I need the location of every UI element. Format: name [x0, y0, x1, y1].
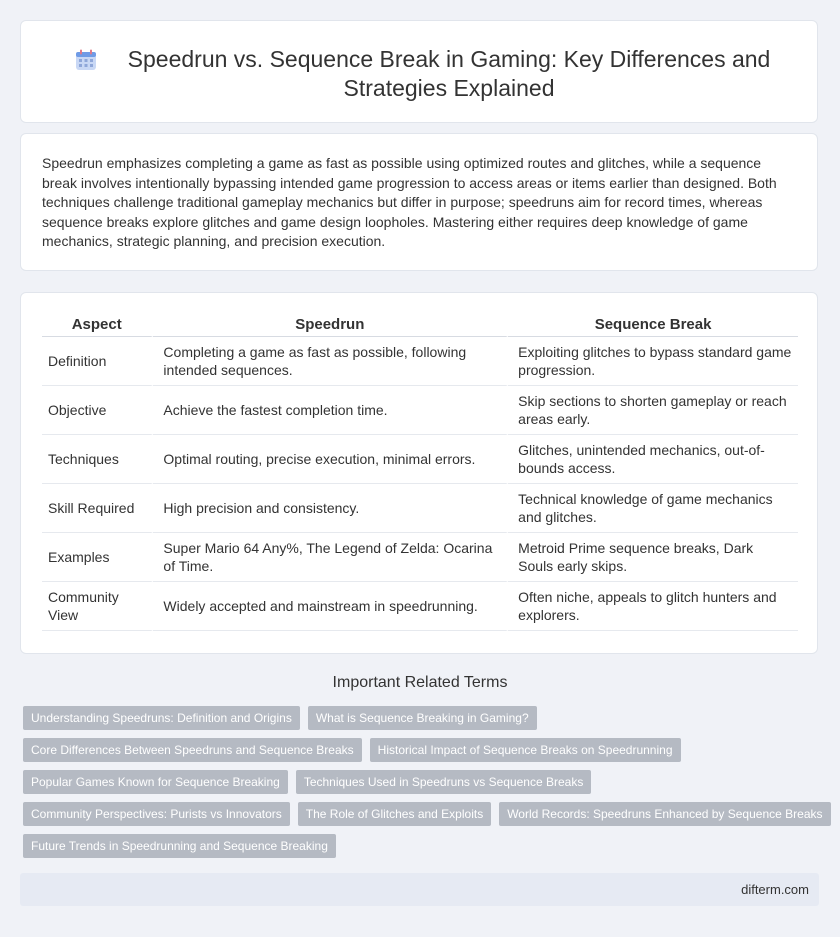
table-row — [42, 337, 798, 386]
related-term-link[interactable]: Core Differences Between Speedruns and Sequence Breaks — [23, 738, 362, 762]
aspect-cell: Community View — [42, 582, 153, 631]
calendar-grid-icon — [75, 49, 97, 71]
speedrun-cell: High precision and consistency. — [153, 484, 508, 533]
related-terms-title: Important Related Terms — [332, 674, 508, 691]
sequence-break-cell: Often niche, appeals to glitch hunters and explorers. — [508, 582, 798, 631]
related-term-link[interactable]: Community Perspectives: Purists vs Innovators — [23, 802, 290, 826]
table-row — [42, 582, 798, 631]
related-term-link[interactable]: The Role of Glitches and Exploits — [298, 802, 491, 826]
speedrun-cell: Optimal routing, precise execution, minimal errors. — [153, 435, 508, 484]
footer — [20, 873, 819, 906]
table-header-row — [42, 313, 798, 337]
comparison-table — [42, 313, 798, 631]
table-row — [42, 533, 798, 582]
footer-site-link[interactable]: difterm.com — [741, 882, 809, 897]
speedrun-cell: Completing a game as fast as possible, following intended sequences. — [153, 337, 508, 386]
aspect-cell: Techniques — [42, 435, 153, 484]
speedrun-cell: Widely accepted and mainstream in speedrunning. — [153, 582, 508, 631]
sequence-break-cell: Exploiting glitches to bypass standard game progression. — [508, 337, 798, 386]
title-card — [20, 20, 818, 123]
related-term-link[interactable]: Future Trends in Speedrunning and Sequence Breaking — [23, 834, 336, 858]
related-term-link[interactable]: World Records: Speedruns Enhanced by Sequence Breaks — [499, 802, 830, 826]
sequence-break-cell: Metroid Prime sequence breaks, Dark Souls early skips. — [508, 533, 798, 582]
intro-card — [20, 133, 818, 271]
table-row — [42, 435, 798, 484]
related-term-link[interactable]: Popular Games Known for Sequence Breaking — [23, 770, 288, 794]
related-term-link[interactable]: Techniques Used in Speedruns vs Sequence Breaks — [296, 770, 592, 794]
related-term-link[interactable]: What is Sequence Breaking in Gaming? — [308, 706, 537, 730]
aspect-cell: Examples — [42, 533, 153, 582]
aspect-cell: Skill Required — [42, 484, 153, 533]
speedrun-cell: Super Mario 64 Any%, The Legend of Zelda: Ocarina of Time. — [153, 533, 508, 582]
related-term-link[interactable]: Understanding Speedruns: Definition and Origins — [23, 706, 300, 730]
intro-paragraph: Speedrun emphasizes completing a game as fast as possible using optimized routes and glitches, while a sequence break involves intentionally bypassing intended game progression to access areas or items earlier than designed. Both techniques challenge traditional gameplay mechanics but differ in purpose; speedruns aim for record times, whereas sequence breaks explore glitches and game design loopholes. Mastering either requires deep knowledge of game mechanics, strategic planning, and precision execution. — [42, 155, 777, 249]
table-row — [42, 484, 798, 533]
header-aspect: Aspect — [42, 313, 153, 337]
related-terms-list — [23, 706, 823, 866]
table-row — [42, 386, 798, 435]
related-term-link[interactable]: Historical Impact of Sequence Breaks on Speedrunning — [370, 738, 681, 762]
sequence-break-cell: Skip sections to shorten gameplay or reach areas early. — [508, 386, 798, 435]
sequence-break-cell: Technical knowledge of game mechanics and glitches. — [508, 484, 798, 533]
header-speedrun: Speedrun — [153, 313, 508, 337]
sequence-break-cell: Glitches, unintended mechanics, out-of-bounds access. — [508, 435, 798, 484]
speedrun-cell: Achieve the fastest completion time. — [153, 386, 508, 435]
header-sequence-break: Sequence Break — [508, 313, 798, 337]
comparison-card — [20, 292, 818, 654]
aspect-cell: Objective — [42, 386, 153, 435]
aspect-cell: Definition — [42, 337, 153, 386]
page-title: Speedrun vs. Sequence Break in Gaming: Key Differences and Strategies Explained — [127, 46, 771, 101]
